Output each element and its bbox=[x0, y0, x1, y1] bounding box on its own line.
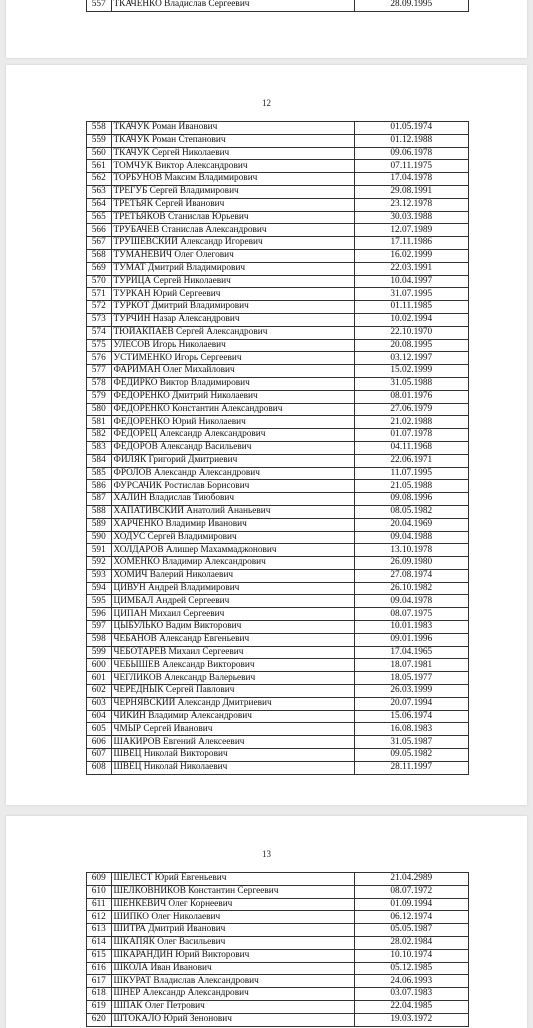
table-row bbox=[87, 761, 469, 774]
person-name: ФАРИМАН Олег Михайлович bbox=[111, 365, 354, 378]
row-number: 618 bbox=[87, 988, 112, 1001]
table-row bbox=[87, 633, 469, 646]
person-name: ЧМЫР Сергей Иванович bbox=[111, 723, 354, 736]
row-number: 577 bbox=[87, 365, 112, 378]
table-row bbox=[87, 198, 469, 211]
personnel-table bbox=[86, 121, 469, 775]
person-name: ШВЕЦ Николай Николаевич bbox=[111, 761, 354, 774]
table-row bbox=[87, 710, 469, 723]
row-number: 582 bbox=[87, 429, 112, 442]
birth-date: 03.07.1983 bbox=[354, 988, 468, 1001]
table-row bbox=[87, 467, 469, 480]
table-row bbox=[87, 275, 469, 288]
birth-date: 01.07.1978 bbox=[354, 429, 468, 442]
row-number: 568 bbox=[87, 249, 112, 262]
row-number: 617 bbox=[87, 975, 112, 988]
birth-date: 10.02.1994 bbox=[354, 313, 468, 326]
personnel-table bbox=[86, 872, 469, 1027]
birth-date: 13.10.1978 bbox=[354, 544, 468, 557]
table-row bbox=[87, 936, 469, 949]
table-row bbox=[87, 898, 469, 911]
table-row bbox=[87, 493, 469, 506]
person-name: ТУРЧИН Назар Александрович bbox=[111, 313, 354, 326]
row-number: 593 bbox=[87, 569, 112, 582]
person-name: ФУРСАЧИК Ростислав Борисович bbox=[111, 480, 354, 493]
person-name: ХОЛДАРОВ Алишер Махаммаджонович bbox=[111, 544, 354, 557]
person-name: ХОМЕНКО Владимир Александрович bbox=[111, 557, 354, 570]
birth-date: 22.03.1991 bbox=[354, 262, 468, 275]
person-name: ЦИПАН Михаил Сергеевич bbox=[111, 608, 354, 621]
row-number: 559 bbox=[87, 134, 112, 147]
birth-date: 31.07.1995 bbox=[354, 288, 468, 301]
person-name: ФЕДОРЕНКО Дмитрий Николаевич bbox=[111, 390, 354, 403]
birth-date: 11.07.1995 bbox=[354, 467, 468, 480]
birth-date: 24.06.1993 bbox=[354, 975, 468, 988]
birth-date: 09.04.1988 bbox=[354, 531, 468, 544]
row-number: 619 bbox=[87, 1000, 112, 1013]
table-row bbox=[87, 352, 469, 365]
table-row bbox=[87, 873, 469, 886]
row-number: 590 bbox=[87, 531, 112, 544]
birth-date: 27.08.1974 bbox=[354, 569, 468, 582]
row-number: 557 bbox=[87, 0, 112, 11]
table-row bbox=[87, 211, 469, 224]
person-name: ЧЕРНЯВСКИЙ Александр Дмитриевич bbox=[111, 697, 354, 710]
table-row bbox=[87, 454, 469, 467]
person-name: ТЮЙАКПАЕВ Сергей Александрович bbox=[111, 326, 354, 339]
birth-date: 10.10.1974 bbox=[354, 949, 468, 962]
row-number: 589 bbox=[87, 518, 112, 531]
table-row bbox=[87, 416, 469, 429]
table-row bbox=[87, 147, 469, 160]
table-row bbox=[87, 160, 469, 173]
row-number: 594 bbox=[87, 582, 112, 595]
birth-date: 15.06.1974 bbox=[354, 710, 468, 723]
person-name: УСТИМЕНКО Игорь Сергеевич bbox=[111, 352, 354, 365]
person-name: ФЕДОРОВ Александр Васильевич bbox=[111, 441, 354, 454]
person-name: ТУРКАН Юрий Сергеевич bbox=[111, 288, 354, 301]
person-name: ЦЫБУЛЬКО Вадим Викторович bbox=[111, 621, 354, 634]
row-number: 561 bbox=[87, 160, 112, 173]
table-row bbox=[87, 672, 469, 685]
birth-date: 09.08.1996 bbox=[354, 493, 468, 506]
person-name: ЧЕГЛИКОВ Александр Валерьевич bbox=[111, 672, 354, 685]
table-row bbox=[87, 313, 469, 326]
table-row bbox=[87, 326, 469, 339]
birth-date: 27.06.1979 bbox=[354, 403, 468, 416]
birth-date: 09.01.1996 bbox=[354, 633, 468, 646]
person-name: ТРУБАЧЕВ Станислав Александрович bbox=[111, 224, 354, 237]
birth-date: 01.09.1994 bbox=[354, 898, 468, 911]
table-row bbox=[87, 569, 469, 582]
row-number: 606 bbox=[87, 736, 112, 749]
table-row bbox=[87, 0, 469, 11]
row-number: 588 bbox=[87, 505, 112, 518]
document-page-13 bbox=[6, 816, 527, 1028]
table-row bbox=[87, 911, 469, 924]
person-name: ТУРКОТ Дмитрий Владимирович bbox=[111, 301, 354, 314]
person-name: ХОДУС Сергей Владимирович bbox=[111, 531, 354, 544]
person-name: ШАКИРОВ Евгений Алексеевич bbox=[111, 736, 354, 749]
table-row bbox=[87, 403, 469, 416]
birth-date: 04.11.1968 bbox=[354, 441, 468, 454]
table-row bbox=[87, 249, 469, 262]
person-name: ШИТРА Дмитрий Иванович bbox=[111, 924, 354, 937]
birth-date: 07.11.1975 bbox=[354, 160, 468, 173]
birth-date: 10.04.1997 bbox=[354, 275, 468, 288]
row-number: 586 bbox=[87, 480, 112, 493]
row-number: 605 bbox=[87, 723, 112, 736]
row-number: 564 bbox=[87, 198, 112, 211]
birth-date: 08.07.1975 bbox=[354, 608, 468, 621]
row-number: 579 bbox=[87, 390, 112, 403]
table-row bbox=[87, 531, 469, 544]
row-number: 560 bbox=[87, 147, 112, 160]
table-row bbox=[87, 949, 469, 962]
person-name: ШИПКО Олег Николаевич bbox=[111, 911, 354, 924]
row-number: 583 bbox=[87, 441, 112, 454]
row-number: 576 bbox=[87, 352, 112, 365]
birth-date: 28.02.1984 bbox=[354, 936, 468, 949]
birth-date: 05.05.1987 bbox=[354, 924, 468, 937]
person-name: ТРУШЕВСКИЙ Александр Игоревич bbox=[111, 237, 354, 250]
table-row bbox=[87, 288, 469, 301]
row-number: 571 bbox=[87, 288, 112, 301]
row-number: 562 bbox=[87, 173, 112, 186]
row-number: 598 bbox=[87, 633, 112, 646]
row-number: 563 bbox=[87, 185, 112, 198]
table-row bbox=[87, 262, 469, 275]
table-row bbox=[87, 975, 469, 988]
document-page-fragment bbox=[6, 0, 527, 58]
birth-date: 30.03.1988 bbox=[354, 211, 468, 224]
birth-date: 20.04.1969 bbox=[354, 518, 468, 531]
birth-date: 21.02.1988 bbox=[354, 416, 468, 429]
table-row bbox=[87, 659, 469, 672]
birth-date: 23.12.1978 bbox=[354, 198, 468, 211]
birth-date: 17.11.1986 bbox=[354, 237, 468, 250]
row-number: 600 bbox=[87, 659, 112, 672]
birth-date: 05.12.1985 bbox=[354, 962, 468, 975]
table-row bbox=[87, 365, 469, 378]
row-number: 604 bbox=[87, 710, 112, 723]
row-number: 607 bbox=[87, 749, 112, 762]
row-number: 580 bbox=[87, 403, 112, 416]
birth-date: 09.04.1978 bbox=[354, 595, 468, 608]
person-name: ТРЕГУБ Сергей Владимирович bbox=[111, 185, 354, 198]
table-row bbox=[87, 173, 469, 186]
birth-date: 31.05.1987 bbox=[354, 736, 468, 749]
person-name: ЧЕБЫШЕВ Александр Викторович bbox=[111, 659, 354, 672]
row-number: 569 bbox=[87, 262, 112, 275]
row-number: 596 bbox=[87, 608, 112, 621]
row-number: 616 bbox=[87, 962, 112, 975]
table-row bbox=[87, 390, 469, 403]
birth-date: 09.06.1978 bbox=[354, 147, 468, 160]
table-row bbox=[87, 505, 469, 518]
birth-date: 03.12.1997 bbox=[354, 352, 468, 365]
person-name: ФЕДИРКО Виктор Владимирович bbox=[111, 377, 354, 390]
person-name: ШЕЛЕСТ Юрий Евгеньевич bbox=[111, 873, 354, 886]
person-name: ШНЕР Александр Александрович bbox=[111, 988, 354, 1001]
table-row bbox=[87, 1000, 469, 1013]
person-name: ХАЛИН Владислав Тиюбович bbox=[111, 493, 354, 506]
table-row bbox=[87, 122, 469, 135]
person-name: ШВЕЦ Николай Викторович bbox=[111, 749, 354, 762]
birth-date: 08.05.1982 bbox=[354, 505, 468, 518]
birth-date: 18.07.1981 bbox=[354, 659, 468, 672]
table-row bbox=[87, 749, 469, 762]
person-name: ТОРБУНОВ Максим Владимирович bbox=[111, 173, 354, 186]
table-row bbox=[87, 685, 469, 698]
person-name: ШТОКАЛО Юрий Зенонович bbox=[111, 1013, 354, 1026]
birth-date: 22.10.1970 bbox=[354, 326, 468, 339]
birth-date: 26.09.1980 bbox=[354, 557, 468, 570]
row-number: 612 bbox=[87, 911, 112, 924]
birth-date: 01.05.1974 bbox=[354, 122, 468, 135]
person-name: ЦИВУН Андрей Владимирович bbox=[111, 582, 354, 595]
person-name: ФРОЛОВ Александр Александрович bbox=[111, 467, 354, 480]
row-number: 570 bbox=[87, 275, 112, 288]
birth-date: 09.05.1982 bbox=[354, 749, 468, 762]
person-name: ШКОЛА Иван Иванович bbox=[111, 962, 354, 975]
row-number: 603 bbox=[87, 697, 112, 710]
row-number: 611 bbox=[87, 898, 112, 911]
table-row bbox=[87, 962, 469, 975]
table-row bbox=[87, 134, 469, 147]
table-row bbox=[87, 608, 469, 621]
person-name: ЧЕБАНОВ Александр Евгеньевич bbox=[111, 633, 354, 646]
birth-date: 26.03.1999 bbox=[354, 685, 468, 698]
table-row bbox=[87, 441, 469, 454]
birth-date: 31.05.1988 bbox=[354, 377, 468, 390]
birth-date: 08.07.1972 bbox=[354, 885, 468, 898]
row-number: 572 bbox=[87, 301, 112, 314]
person-name: ШКАРАНДИН Юрий Викторович bbox=[111, 949, 354, 962]
birth-date: 28.11.1997 bbox=[354, 761, 468, 774]
birth-date: 01.11.1985 bbox=[354, 301, 468, 314]
table-row bbox=[87, 582, 469, 595]
person-name: ЧЕРЕДНЫК Сергей Павлович bbox=[111, 685, 354, 698]
document-page-12 bbox=[6, 65, 527, 805]
table-row bbox=[87, 1013, 469, 1026]
birth-date: 08.01.1976 bbox=[354, 390, 468, 403]
row-number: 567 bbox=[87, 237, 112, 250]
row-number: 581 bbox=[87, 416, 112, 429]
birth-date: 18.05.1977 bbox=[354, 672, 468, 685]
birth-date: 20.08.1995 bbox=[354, 339, 468, 352]
person-name: ФЕДОРЕНКО Юрий Николаевич bbox=[111, 416, 354, 429]
row-number: 601 bbox=[87, 672, 112, 685]
person-name: ХАПАТИВСКИЙ Анатолий Ананьевич bbox=[111, 505, 354, 518]
person-name: ЧИКИН Владимир Александрович bbox=[111, 710, 354, 723]
birth-date: 10.01.1983 bbox=[354, 621, 468, 634]
birth-date: 26.10.1982 bbox=[354, 582, 468, 595]
table-row bbox=[87, 885, 469, 898]
person-name: ЧЕБОТАРЕВ Михаил Сергеевич bbox=[111, 646, 354, 659]
table-row bbox=[87, 185, 469, 198]
birth-date: 28.09.1995 bbox=[354, 0, 468, 11]
birth-date: 20.07.1994 bbox=[354, 697, 468, 710]
row-number: 592 bbox=[87, 557, 112, 570]
birth-date: 21.04.2989 bbox=[354, 873, 468, 886]
row-number: 602 bbox=[87, 685, 112, 698]
row-number: 597 bbox=[87, 621, 112, 634]
person-name: ХАРЧЕНКО Владимир Иванович bbox=[111, 518, 354, 531]
birth-date: 17.04.1978 bbox=[354, 173, 468, 186]
birth-date: 06.12.1974 bbox=[354, 911, 468, 924]
birth-date: 19.03.1972 bbox=[354, 1013, 468, 1026]
person-name: ТОМЧУК Виктор Александрович bbox=[111, 160, 354, 173]
birth-date: 01.12.1988 bbox=[354, 134, 468, 147]
person-name: ТКАЧУК Сергей Николаевич bbox=[111, 147, 354, 160]
birth-date: 21.05.1988 bbox=[354, 480, 468, 493]
person-name: ФИЛЯК Григорий Дмитриевич bbox=[111, 454, 354, 467]
table-row bbox=[87, 736, 469, 749]
row-number: 608 bbox=[87, 761, 112, 774]
row-number: 599 bbox=[87, 646, 112, 659]
row-number: 566 bbox=[87, 224, 112, 237]
row-number: 595 bbox=[87, 595, 112, 608]
personnel-table bbox=[86, 0, 469, 12]
person-name: ФЕДОРЕЦ Александр Александрович bbox=[111, 429, 354, 442]
row-number: 614 bbox=[87, 936, 112, 949]
person-name: ХОМИЧ Валерий Николаевич bbox=[111, 569, 354, 582]
table-row bbox=[87, 646, 469, 659]
row-number: 610 bbox=[87, 885, 112, 898]
person-name: ШПАК Олег Петрович bbox=[111, 1000, 354, 1013]
person-name: ТУМАНЕВИЧ Олег Олегович bbox=[111, 249, 354, 262]
person-name: ЦИМБАЛ Андрей Сергеевич bbox=[111, 595, 354, 608]
person-name: ТКАЧУК Роман Степанович bbox=[111, 134, 354, 147]
table-row bbox=[87, 224, 469, 237]
person-name: ТКАЧЕНКО Владислав Сергеевич bbox=[111, 0, 354, 11]
row-number: 609 bbox=[87, 873, 112, 886]
birth-date: 12.07.1989 bbox=[354, 224, 468, 237]
table-row bbox=[87, 723, 469, 736]
row-number: 585 bbox=[87, 467, 112, 480]
row-number: 575 bbox=[87, 339, 112, 352]
row-number: 565 bbox=[87, 211, 112, 224]
row-number: 558 bbox=[87, 122, 112, 135]
person-name: ШЕНКЕВИЧ Олег Корнеевич bbox=[111, 898, 354, 911]
row-number: 615 bbox=[87, 949, 112, 962]
table-row bbox=[87, 924, 469, 937]
page-number: 12 bbox=[262, 98, 271, 108]
table-row bbox=[87, 557, 469, 570]
table-row bbox=[87, 377, 469, 390]
row-number: 587 bbox=[87, 493, 112, 506]
person-name: ТРЕТЬЯК Сергей Иванович bbox=[111, 198, 354, 211]
birth-date: 22.04.1985 bbox=[354, 1000, 468, 1013]
table-row bbox=[87, 988, 469, 1001]
person-name: ФЕДОРЕНКО Константин Александрович bbox=[111, 403, 354, 416]
table-row bbox=[87, 237, 469, 250]
table-row bbox=[87, 429, 469, 442]
table-row bbox=[87, 544, 469, 557]
table-row bbox=[87, 697, 469, 710]
person-name: ТУРИЦА Сергей Николаевич bbox=[111, 275, 354, 288]
row-number: 574 bbox=[87, 326, 112, 339]
birth-date: 16.02.1999 bbox=[354, 249, 468, 262]
row-number: 613 bbox=[87, 924, 112, 937]
row-number: 591 bbox=[87, 544, 112, 557]
table-row bbox=[87, 595, 469, 608]
birth-date: 15.02.1999 bbox=[354, 365, 468, 378]
page-number: 13 bbox=[262, 849, 271, 859]
row-number: 578 bbox=[87, 377, 112, 390]
person-name: ТКАЧУК Роман Иванович bbox=[111, 122, 354, 135]
birth-date: 22.06.1971 bbox=[354, 454, 468, 467]
person-name: ШЕЛКОВНИКОВ Константин Сергеевич bbox=[111, 885, 354, 898]
row-number: 620 bbox=[87, 1013, 112, 1026]
birth-date: 17.04.1965 bbox=[354, 646, 468, 659]
birth-date: 16.08.1983 bbox=[354, 723, 468, 736]
person-name: ТУМАТ Дмитрий Владимирович bbox=[111, 262, 354, 275]
person-name: ТРЕТЬЯКОВ Станислав Юрьевич bbox=[111, 211, 354, 224]
row-number: 573 bbox=[87, 313, 112, 326]
table-row bbox=[87, 339, 469, 352]
person-name: ШКАПЯК Олег Васильевич bbox=[111, 936, 354, 949]
person-name: УЛЕСОВ Игорь Николаевич bbox=[111, 339, 354, 352]
table-row bbox=[87, 301, 469, 314]
row-number: 584 bbox=[87, 454, 112, 467]
table-row bbox=[87, 518, 469, 531]
birth-date: 29.08.1991 bbox=[354, 185, 468, 198]
table-row bbox=[87, 480, 469, 493]
table-row bbox=[87, 621, 469, 634]
person-name: ШКУРАТ Владислав Александрович bbox=[111, 975, 354, 988]
